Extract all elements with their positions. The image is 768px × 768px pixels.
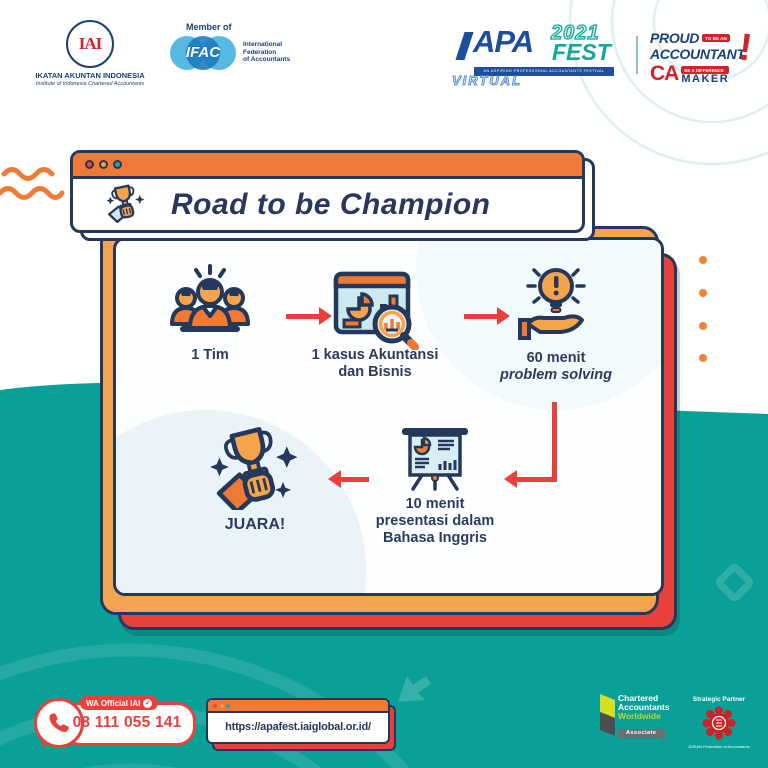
window-dot-yellow — [99, 160, 108, 169]
title-window-header — [73, 153, 582, 179]
proud-word: PROUD — [650, 30, 700, 46]
arrow-team-to-case — [286, 314, 319, 319]
iai-name: IKATAN AKUNTAN INDONESIA — [35, 71, 145, 80]
step-label-present — [345, 496, 525, 547]
whatsapp-badge — [80, 696, 158, 710]
whatsapp-badge-text: WA Official IAI — [86, 698, 141, 708]
step-label-line: JUARA! — [224, 516, 286, 533]
accountant-word: ACCOUNTANT — [650, 46, 745, 62]
window-dot-red — [85, 160, 94, 169]
apafest-fest: FEST — [552, 39, 611, 65]
arrow-case-to-solve — [464, 314, 497, 319]
trophy-hand-icon — [103, 182, 149, 228]
to-be-an-badge: TO BE AN — [702, 34, 730, 42]
difference-badge: BE A DIFFERENCE — [681, 66, 729, 74]
strategic-partner-title: Strategic Partner — [692, 696, 746, 703]
case-analysis-icon — [332, 268, 424, 350]
step-label-line: Bahasa Inggris — [383, 530, 487, 546]
idea-hand-icon — [514, 262, 598, 346]
step-label-line: 10 menit — [405, 496, 465, 512]
exclamation-mark: ! — [736, 26, 755, 70]
window-dot-teal — [226, 704, 230, 708]
apafest-banner: AN ASPIRING PROFESSIONAL ACCOUNTANTS FESTIVAL — [474, 67, 614, 76]
arrow-present-to-champion — [340, 477, 369, 482]
ifac-org-line: of Accountants — [243, 56, 291, 63]
url-window[interactable] — [206, 698, 390, 744]
iai-logo — [66, 20, 114, 68]
caw-line: Worldwide — [618, 711, 661, 721]
afa-caption: ASEAN Federation of Accountants — [688, 744, 750, 749]
window-dot-teal — [113, 160, 122, 169]
apafest-year: 2021 — [551, 22, 600, 44]
iai-tagline: Institute of Indonesia Chartered Accountants — [35, 81, 145, 87]
caw-line: Accountants — [618, 702, 670, 712]
logo-separator — [636, 36, 638, 74]
caw-ribbon-icon — [600, 694, 615, 736]
chartered-accountants-worldwide-logo — [600, 694, 672, 739]
proud-accountant-logo — [650, 26, 755, 85]
caw-associate-badge: Associate — [618, 729, 665, 738]
ifac-acronym: IFAC — [185, 44, 221, 61]
ca-letters: CA — [650, 62, 679, 85]
step-label-line: problem solving — [500, 367, 612, 383]
squiggle-decoration — [0, 170, 62, 198]
step-label-team — [160, 347, 260, 364]
apafest-apa: APA — [473, 24, 534, 59]
whatsapp-number[interactable]: 08 111 055 141 — [72, 714, 182, 731]
url-window-header — [208, 700, 388, 713]
maker-word: MAKER — [681, 73, 730, 85]
arrowhead — [328, 470, 341, 488]
step-label-line: 1 Tim — [191, 347, 229, 363]
arrowhead — [504, 470, 517, 488]
ifac-member-of: Member of — [186, 22, 232, 32]
window-dot-yellow — [220, 704, 224, 708]
arrow-solve-to-present — [516, 477, 557, 482]
page-title: Road to be Champion — [171, 187, 491, 221]
step-label-line: dan Bisnis — [338, 364, 412, 380]
arrowhead — [319, 307, 332, 325]
afa-flower-logo — [702, 706, 736, 740]
apafest-slash — [455, 32, 473, 60]
ifac-logo — [170, 36, 240, 70]
dots-decoration — [699, 256, 707, 362]
step-label-line: presentasi dalam — [375, 513, 495, 529]
team-icon — [168, 264, 252, 344]
ifac-org-name — [243, 41, 290, 64]
window-dot-red — [213, 704, 217, 708]
step-label-line: 60 menit — [526, 350, 586, 366]
iai-monogram: IAI — [78, 34, 102, 53]
title-window — [70, 150, 585, 233]
caw-line: Chartered — [618, 693, 659, 703]
presentation-icon — [400, 426, 470, 494]
verified-check-icon: ✓ — [144, 699, 151, 707]
arrow-solve-down — [552, 402, 557, 482]
apafest-logo — [452, 24, 630, 88]
step-label-champion — [195, 516, 315, 533]
ifac-org-line: International — [243, 41, 283, 48]
step-label-solve — [476, 350, 636, 384]
step-label-line: 1 kasus Akuntansi — [311, 347, 439, 363]
trophy-hand-icon — [208, 424, 302, 510]
step-label-case — [295, 347, 455, 381]
arrowhead — [497, 307, 510, 325]
ifac-org-line: Federation — [243, 48, 277, 56]
apafest-virtual: VIRTUAL — [452, 73, 523, 88]
website-url[interactable]: https://apafest.iaiglobal.or.id/ — [225, 720, 371, 733]
